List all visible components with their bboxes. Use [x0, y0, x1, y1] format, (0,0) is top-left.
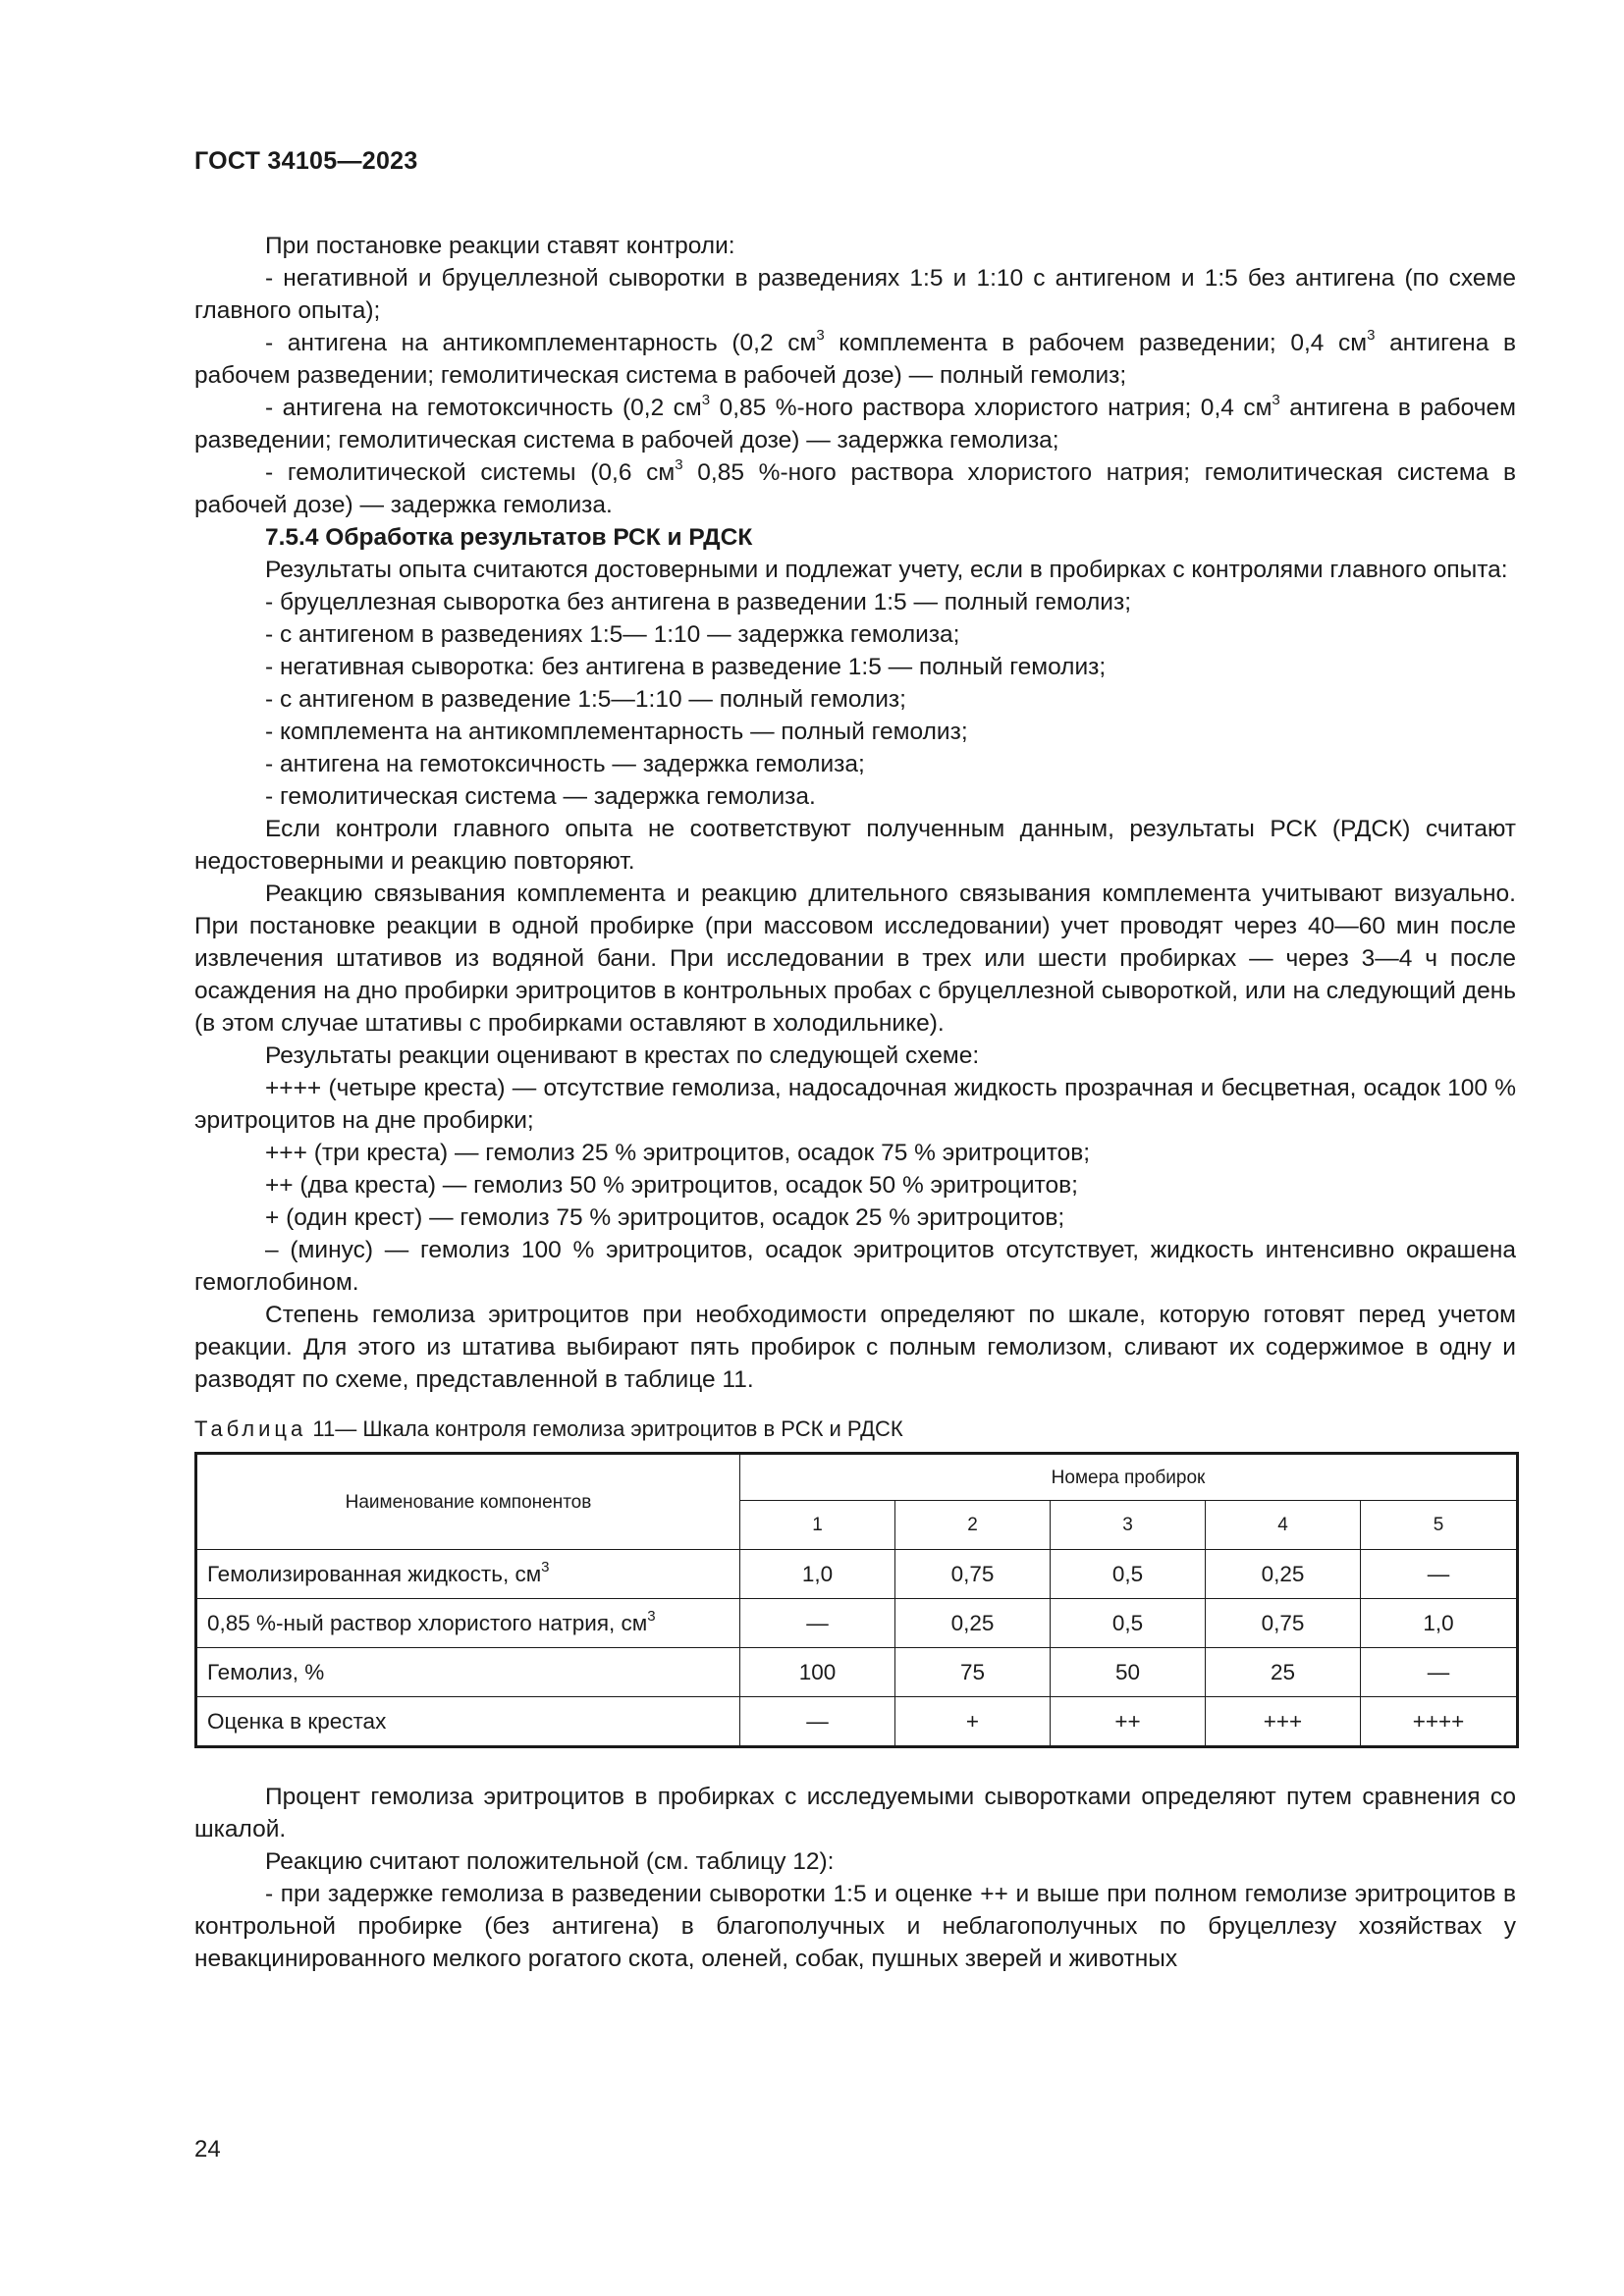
- list-item: - при задержке гемолиза в разведении сыворотки 1:5 и оценке ++ и выше при полном гемолизе эритроцитов в контрольной пробирке (без антигена) в благополучных и неблагополучных по бруцеллезу хозяйствах у невакцинированного мелкого рогатого скота, оленей, собак, пушных зверей и животных: [194, 1881, 1516, 1972]
- paragraph: Результаты опыта считаются достоверными и подлежат учету, если в пробирках с контролями главного опыта:: [265, 557, 1508, 583]
- paragraph: Процент гемолиза эритроцитов в пробирках с исследуемыми сыворотками определяют путем сравнения со шкалой.: [194, 1784, 1516, 1842]
- table-row-saline: [196, 1599, 1518, 1648]
- list-item: - комплемента на антикомплементарность — полный гемолиз;: [265, 719, 968, 745]
- list-item: - с антигеном в разведениях 1:5— 1:10 — задержка гемолиза;: [265, 621, 960, 648]
- row-label: Оценка в крестах: [196, 1697, 740, 1747]
- table-cell: 1,0: [740, 1550, 895, 1599]
- column-header-tube-number: 3: [1051, 1501, 1206, 1550]
- column-group-header-tubes: Номера пробирок: [740, 1454, 1518, 1501]
- table-cell: ++++: [1361, 1697, 1518, 1747]
- table-cell: —: [740, 1697, 895, 1747]
- row-label: Гемолизированная жидкость, $см^3$: [196, 1550, 740, 1599]
- column-header-tube-number: 5: [1361, 1501, 1518, 1550]
- paragraph: Степень гемолиза эритроцитов при необходимости определяют по шкале, которую готовят перед учетом реакции. Для этого из штатива выбирают пять пробирок с полным гемолизом, сливают их содержимое в одну и разводят по схеме, представленной в таблице 11.: [194, 1302, 1516, 1393]
- row-label: 0,85 %-ный раствор хлористого натрия, $см^3$: [196, 1599, 740, 1648]
- table-row-hemolysis-percent: [196, 1648, 1518, 1697]
- paragraph: - негативной и бруцеллезной сыворотки в разведениях 1:5 и 1:10 с антигеном и 1:5 без антигена (по схеме главного опыта);: [194, 265, 1516, 324]
- paragraph: Результаты реакции оценивают в крестах по следующей схеме:: [265, 1042, 980, 1069]
- table-cell: 0,75: [1206, 1599, 1361, 1648]
- list-item: - антигена на гемотоксичность — задержка гемолиза;: [265, 751, 865, 777]
- table-cell: 0,5: [1051, 1599, 1206, 1648]
- table-cell: 50: [1051, 1648, 1206, 1697]
- list-item: - бруцеллезная сыворотка без антигена в разведении 1:5 — полный гемолиз;: [265, 589, 1132, 615]
- list-item: – (минус) — гемолиз 100 % эритроцитов, осадок эритроцитов отсутствует, жидкость интенсивно окрашена гемоглобином.: [194, 1237, 1516, 1296]
- table-cell: 1,0: [1361, 1599, 1518, 1648]
- column-header-tube-number: 4: [1206, 1501, 1361, 1550]
- paragraph: Реакцию считают положительной (см. таблицу 12):: [265, 1848, 835, 1875]
- list-item: - гемолитическая система — задержка гемолиза.: [265, 783, 816, 810]
- column-header-tube-number: 2: [895, 1501, 1051, 1550]
- list-item: - негативная сыворотка: без антигена в разведение 1:5 — полный гемолиз;: [265, 654, 1107, 680]
- list-item: ++ (два креста) — гемолиз 50 % эритроцитов, осадок 50 % эритроцитов;: [265, 1172, 1078, 1199]
- paragraph-hemolytic-system: - гемолитической системы (0,6 $см^3$ 0,85 %-ного раствора хлористого натрия; гемолитическая система в рабочей дозе) — задержка гемолиза.: [194, 455, 1516, 518]
- document-body: [194, 230, 1516, 1975]
- hemolysis-scale-table: [194, 1452, 1519, 1748]
- table-cell: 75: [895, 1648, 1051, 1697]
- page-header-doc-id: ГОСТ 34105—2023: [194, 147, 418, 175]
- paragraph: При постановке реакции ставят контроли:: [265, 233, 735, 259]
- table-cell: 100: [740, 1648, 895, 1697]
- column-header-components: Наименование компонентов: [196, 1454, 740, 1550]
- list-item: - с антигеном в разведение 1:5—1:10 — полный гемолиз;: [265, 686, 906, 713]
- paragraph: Если контроли главного опыта не соответствуют полученным данным, результаты РСК (РДСК) считают недостоверными и реакцию повторяют.: [194, 816, 1516, 875]
- page-number: 24: [194, 2136, 221, 2163]
- list-item: +++ (три креста) — гемолиз 25 % эритроцитов, осадок 75 % эритроцитов;: [265, 1140, 1091, 1166]
- column-header-tube-number: 1: [740, 1501, 895, 1550]
- table-cell: +: [895, 1697, 1051, 1747]
- table-cell: ++: [1051, 1697, 1206, 1747]
- table-cell: 0,25: [1206, 1550, 1361, 1599]
- list-item: ++++ (четыре креста) — отсутствие гемолиза, надосадочная жидкость прозрачная и бесцветная, осадок 100 % эритроцитов на дне пробирки;: [194, 1075, 1516, 1134]
- table-cell: —: [740, 1599, 895, 1648]
- table-cell: 0,75: [895, 1550, 1051, 1599]
- row-label: Гемолиз, %: [196, 1648, 740, 1697]
- table-row-hemolyzed-liquid: [196, 1550, 1518, 1599]
- table-cell: 0,5: [1051, 1550, 1206, 1599]
- paragraph: Реакцию связывания комплемента и реакцию длительного связывания комплемента учитывают визуально. При постановке реакции в одной пробирке (при массовом исследовании) учет проводят через 40—60 мин после извлечения штативов из водяной бани. При исследовании в трех или шести пробирках — через 3—4 ч после осаждения на дно пробирки эритроцитов в контрольных пробах с бруцеллезной сывороткой, или на следующий день (в этом случае штативы с пробирками оставляют в холодильнике).: [194, 881, 1516, 1037]
- table-cell: +++: [1206, 1697, 1361, 1747]
- table-cell: 25: [1206, 1648, 1361, 1697]
- section-heading: 7.5.4 Обработка результатов РСК и РДСК: [265, 524, 753, 551]
- table-cell: —: [1361, 1550, 1518, 1599]
- table-cell: —: [1361, 1648, 1518, 1697]
- paragraph-antigen-hemotoxicity: - антигена на гемотоксичность (0,2 $см^3$ 0,85 %-ного раствора хлористого натрия; 0,4 $см^3$ антигена в рабочем разведении; гемолитическая система в рабочей дозе) — задержка гемолиза;: [194, 391, 1516, 454]
- table-caption: Таблица 11— Шкала контроля гемолиза эритроцитов в РСК и РДСК: [194, 1416, 903, 1441]
- table-row-cross-score: [196, 1697, 1518, 1747]
- list-item: + (один крест) — гемолиз 75 % эритроцитов, осадок 25 % эритроцитов;: [265, 1204, 1065, 1231]
- table-cell: 0,25: [895, 1599, 1051, 1648]
- paragraph-antigen-anticomplementarity: - антигена на антикомплементарность (0,2 $см^3$ комплемента в рабочем разведении; 0,4 $см^3$ антигена в рабочем разведении; гемолитическая система в рабочей дозе) — полный гемолиз;: [194, 326, 1516, 389]
